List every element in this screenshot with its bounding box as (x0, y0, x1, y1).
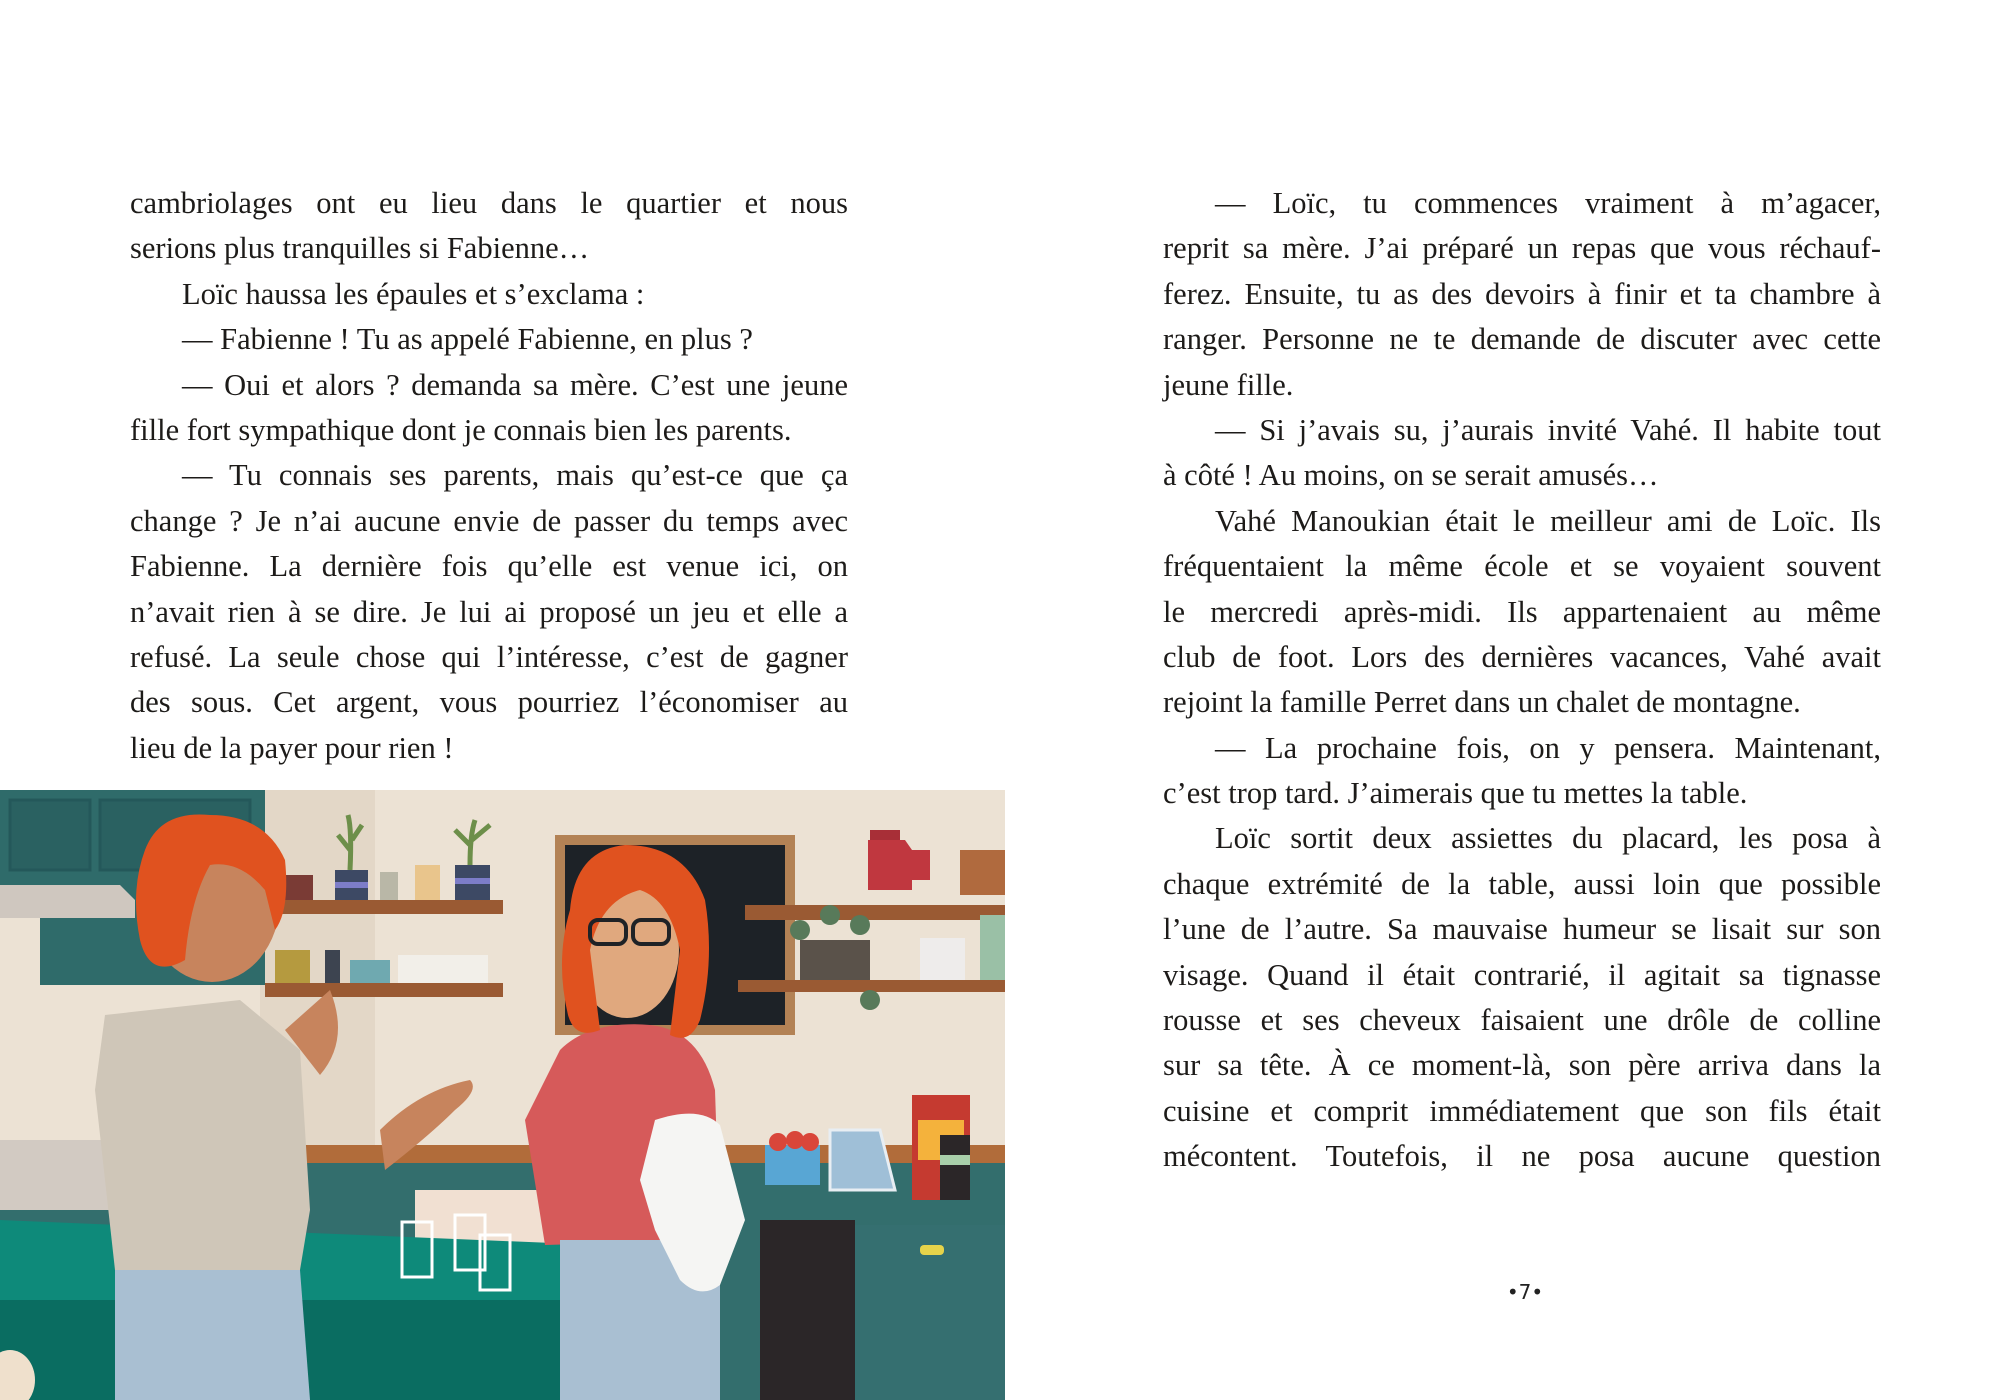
text-line: lieu de la payer pour rien ! (130, 730, 454, 765)
text-line: Loïc haussa les épaules et s’exclama : (182, 276, 645, 311)
text-line: cuisine et comprit immédiatement que son fils était (1163, 1093, 1881, 1128)
text-line: c’est trop tard. J’aimerais que tu mettes la table. (1163, 776, 1748, 811)
text-line: fille fort sympathique dont je connais bien les parents. (130, 412, 792, 447)
text-line: reprit sa mère. J’ai préparé un repas que vous réchauf- (1163, 231, 1881, 266)
text-line: à côté ! Au moins, on se serait amusés… (1163, 458, 1659, 493)
text-line: ranger. Personne ne te demande de discuter avec cette (1163, 322, 1881, 357)
text-line: rejoint la famille Perret dans un chalet de montagne. (1163, 685, 1801, 720)
text-line: sur sa tête. À ce moment-là, son père arriva dans la (1163, 1048, 1881, 1083)
text-line: mécontent. Toutefois, il ne posa aucune question (1163, 1139, 1881, 1174)
text-line: Vahé Manoukian était le meilleur ami de Loïc. Ils (1215, 503, 1881, 538)
text-line: refusé. La seule chose qui l’intéresse, c’est de gagner (130, 639, 848, 674)
text-line: club de foot. Lors des dernières vacances, Vahé avait (1163, 639, 1881, 674)
text-line: fréquentaient la même école et se voyaient souvent (1163, 549, 1881, 584)
text-line: serions plus tranquilles si Fabienne… (130, 231, 590, 266)
text-line: jeune fille. (1163, 367, 1294, 402)
text-line: — Si j’avais su, j’aurais invité Vahé. Il habite tout (1215, 412, 1881, 447)
text-line: Fabienne. La dernière fois qu’elle est venue ici, on (130, 549, 848, 584)
text-line: — Oui et alors ? demanda sa mère. C’est une jeune (182, 367, 848, 402)
text-line: — Fabienne ! Tu as appelé Fabienne, en plus ? (182, 322, 753, 357)
text-line: ferez. Ensuite, tu as des devoirs à finir et ta chambre à (1163, 276, 1881, 311)
right-text-column (1163, 181, 1881, 1180)
text-line: — Loïc, tu commences vraiment à m’agacer, (1215, 186, 1881, 220)
text-line: l’une de l’autre. Sa mauvaise humeur se lisait sur son (1163, 912, 1881, 947)
text-line: change ? Je n’ai aucune envie de passer du temps avec (130, 503, 848, 538)
text-line: — La prochaine fois, on y pensera. Maintenant, (1215, 730, 1881, 765)
text-line: chaque extrémité de la table, aussi loin que possible (1163, 866, 1881, 901)
text-line: — Tu connais ses parents, mais qu’est-ce que ça (182, 458, 848, 493)
text-line: visage. Quand il était contrarié, il agitait sa tignasse (1163, 957, 1881, 992)
text-line: cambriolages ont eu lieu dans le quartier et nous (130, 186, 848, 220)
text-line: Loïc sortit deux assiettes du placard, les posa à (1215, 821, 1881, 856)
text-line: le mercredi après-midi. Ils appartenaient au même (1163, 594, 1881, 629)
text-line: n’avait rien à se dire. Je lui ai proposé un jeu et elle a (130, 594, 848, 629)
text-line: rousse et ses cheveux faisaient une drôle de colline (1163, 1003, 1881, 1038)
left-text-column (130, 181, 848, 771)
page-number: •7• (1506, 1280, 1544, 1304)
text-line: des sous. Cet argent, vous pourriez l’économiser au (130, 685, 848, 720)
kitchen-scene-image (0, 790, 1005, 1400)
kitchen-illustration (0, 790, 1005, 1400)
